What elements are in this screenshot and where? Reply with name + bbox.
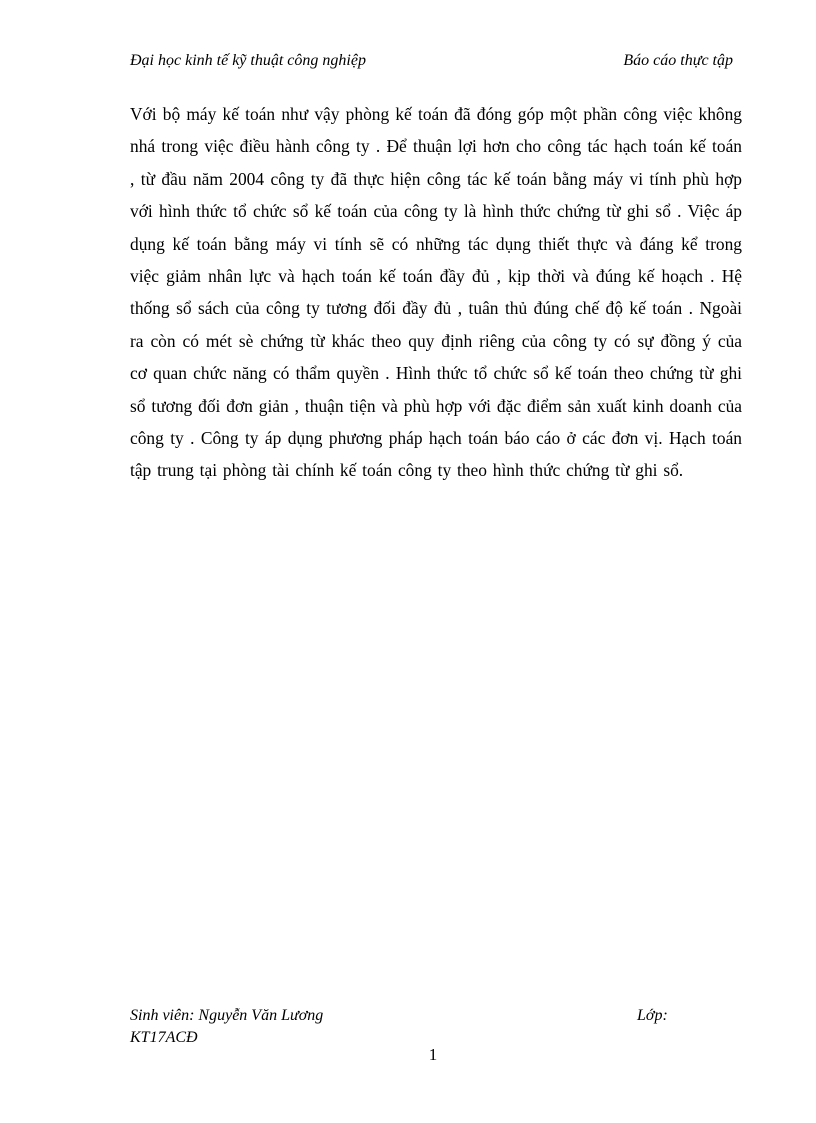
header-report-title: Báo cáo thực tập bbox=[623, 52, 733, 69]
header-institution: Đại học kinh tế kỹ thuật công nghiệp bbox=[130, 52, 366, 69]
page-number: 1 bbox=[428, 1045, 438, 1064]
header-divider bbox=[130, 76, 733, 77]
footer-class-label: Lớp: bbox=[637, 1007, 668, 1024]
main-body bbox=[130, 98, 742, 487]
page-header bbox=[130, 52, 733, 74]
body-paragraph: Với bộ máy kế toán như vậy phòng kế toán đã đóng góp một phần công việc không nhá trong việc điều hành công ty . Để thuận lợi hơn cho công tác hạch toán kế toán , từ đầu năm 2004 công ty đã thực hiện công tác kế toán bằng máy vi tính phù hợp với hình thức tổ chức sổ kế toán của công ty là hình thức chứng từ ghi sổ . Việc áp dụng kế toán bằng máy vi tính sẽ có những tác dụng thiết thực và đáng kể trong việc giảm nhân lực và hạch toán kế toán đầy đủ , kịp thời và đúng kế hoạch . Hệ thống sổ sách của công ty tương đối đầy đủ , tuân thủ đúng chế độ kế toán . Ngoài ra còn có mét sè chứng từ khác theo quy định riêng của công ty có sự đồng ý của cơ quan chức năng có thẩm quyền . Hình thức tổ chức sổ kế toán theo chứng từ ghi sổ tương đối đơn giản , thuận tiện và phù hợp với đặc điểm sản xuất kinh doanh của công ty . Công ty áp dụng phương pháp hạch toán báo cáo ở các đơn vị. Hạch toán tập trung tại phòng tài chính kế toán công ty theo hình thức chứng từ ghi sổ. bbox=[130, 104, 742, 481]
footer-class-value: KT17ACĐ bbox=[130, 1029, 198, 1046]
footer-student: Sinh viên: Nguyễn Văn Lương bbox=[130, 1007, 324, 1024]
